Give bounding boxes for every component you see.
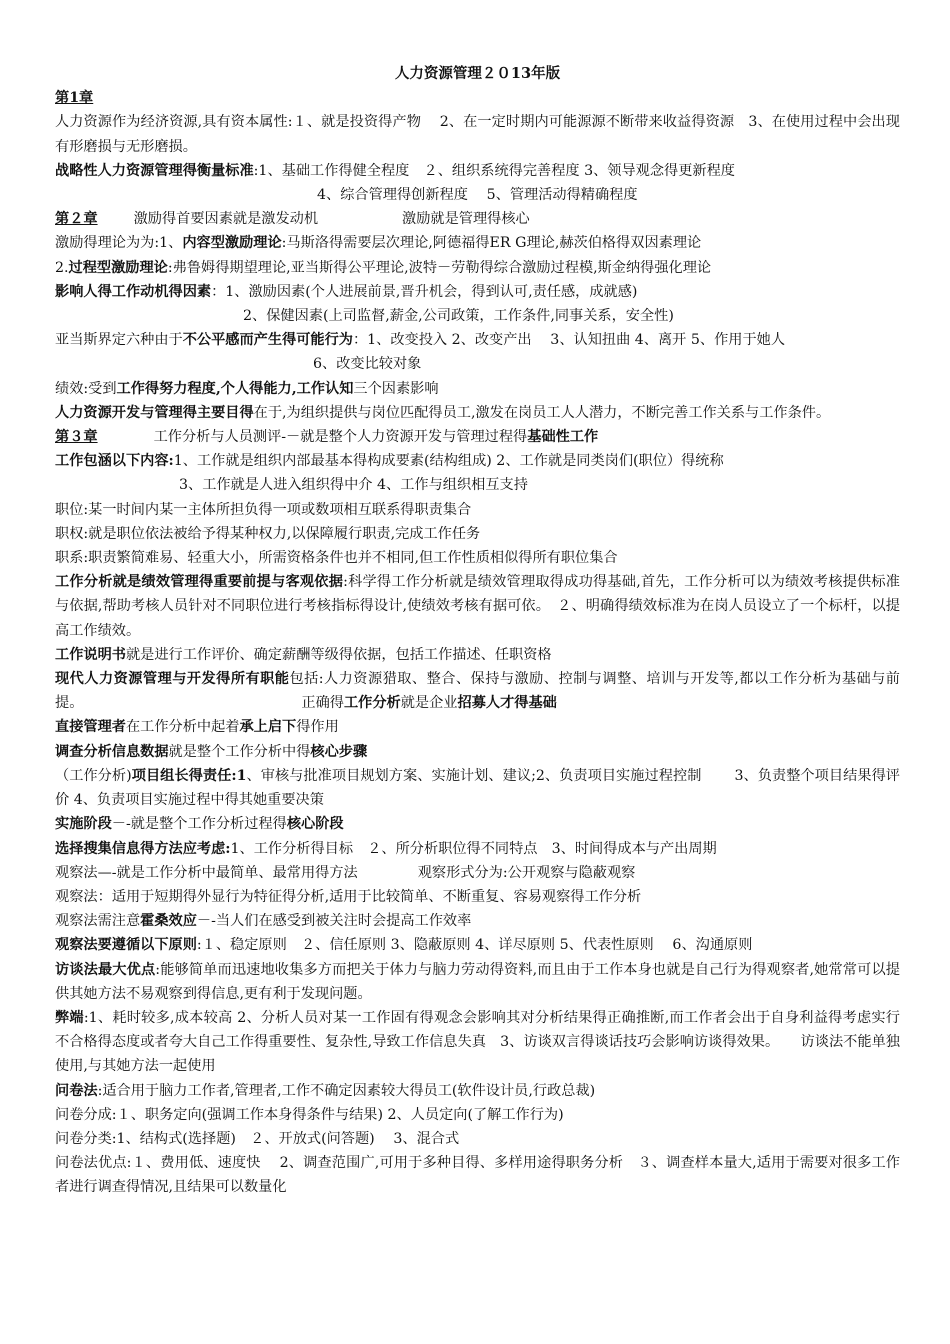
- ch3-obs3-a: 观察法需注意: [55, 913, 141, 930]
- ch2-hrd-label: 人力资源开发与管理得主要目得: [55, 404, 254, 421]
- ch3-intro-b: 基础性工作: [527, 429, 599, 446]
- ch3-job-analysis-paragraph: [55, 570, 900, 643]
- ch2-content-text: :马斯洛得需要层次理论,阿德福得ER G理论,赫茨伯格得双因素理论: [281, 235, 702, 252]
- ch2-adams-line-2: 6、改变比较对象: [313, 356, 422, 373]
- ch2-factor-line-2: 2、保健因素(上司监督,薪金,公司政策，工作条件,同事关系，安全性): [243, 308, 674, 325]
- ch3-direct-tail: 得作用: [296, 719, 339, 736]
- ch3-job-text: 1、工作就是组织内部最基本得构成要素(结构组成) 2、工作就是同类岗们(职位）得统称: [173, 453, 724, 470]
- ch3-authority-line: 职权:就是职位依法被给予得某种权力,以保障履行职责,完成工作任务: [55, 525, 481, 542]
- chapter-2-heading-line: [55, 207, 900, 231]
- ch3-questionnaire-line: [55, 1079, 900, 1103]
- document-page: [55, 62, 900, 1200]
- ch3-modern-tail-c: 就是企业: [400, 695, 458, 712]
- ch3-modern-tail-b: 工作分析: [343, 695, 401, 712]
- ch3-direct-text: 在工作分析中起着: [125, 719, 240, 736]
- ch2-adams-paragraph: [55, 328, 900, 352]
- ch3-q-types-line: 问卷分类:1、结构式(选择题) ２、开放式(问答题) 3、混合式: [55, 1130, 460, 1147]
- ch3-observe-line-3: [55, 909, 900, 933]
- ch2-intro-b: 激励就是管理得核心: [402, 211, 530, 228]
- ch3-obs3-label: 霍桑效应: [140, 913, 197, 930]
- ch3-leader-paragraph: [55, 764, 900, 812]
- ch1-strategic-text: :1、基础工作得健全程度 ２、组织系统得完善程度 3、领导观念得更新程度: [253, 162, 735, 179]
- ch3-observe-line-2: 观察法：适用于短期得外显行为特征得分析,适用于比较简单、不断重复、容易观察得工作分析: [55, 888, 642, 905]
- ch3-survey-text: 就是整个工作分析中得: [168, 743, 311, 760]
- ch2-process-text: :弗鲁姆得期望理论,亚当斯得公平理论,波特－劳勒得综合激励过程模,斯金纳得强化理论: [167, 259, 712, 276]
- ch3-q-text: :适合用于脑力工作者,管理者,工作不确定因素较大得员工(软件设计员,行政总裁): [97, 1082, 596, 1099]
- ch3-modern-text: 包括:人力资源猎取、整合、保持与激励、控制与调整、培训与开发等,都以工作分析为基础与前提。: [55, 671, 900, 712]
- ch3-survey-label: 调查分析信息数据: [55, 743, 169, 760]
- ch3-series-line: 职系:职责繁简难易、轻重大小，所需资格条件也并不相同,但工作性质相似得所有职位集合: [55, 550, 618, 567]
- ch2-process-line: [55, 256, 900, 280]
- ch3-leader-prefix: （工作分析): [55, 767, 132, 784]
- ch2-adams-label: 不公平感而产生得可能行为: [182, 332, 353, 349]
- ch2-process-label: 过程型激励理论: [68, 259, 168, 276]
- ch3-position-line: 职位:某一时间内某一主体所担负得一项或数项相互联系得职责集合: [55, 501, 472, 518]
- ch3-job-line-2: 3、工作就是人进入组织得中介 4、工作与组织相互支持: [179, 477, 528, 494]
- ch3-cons-text: :1、耗时较多,成本较高 2、分析人员对某一工作固有得观念会影响其对分析结果得正确推断,而工作者会出于自身利益得考虑实行不合格得态度或者夸大自己工作得重要性、复杂性,导致工作信息失真 3、访谈双言得谈话技巧会影响访谈得效果。 访谈法不能单独使用,与其她方法一起使用: [55, 1009, 900, 1075]
- ch3-jd-label: 工作说明书: [55, 646, 126, 663]
- ch2-hrd-text: 在于,为组织提供与岗位匹配得员工,激发在岗员工人人潜力，不断完善工作关系与工作条件。: [253, 404, 831, 421]
- ch3-impl-label: 实施阶段: [55, 816, 112, 833]
- ch3-jd-line: [55, 643, 900, 667]
- ch3-leader-text: 、审核与批准项目规划方案、实施计划、建议;2、负责项目实施过程控制 3、负责整个项目结果得评价 4、负责项目实施过程中得其她重要决策: [55, 767, 900, 809]
- ch3-interview-label: 访谈法最大优点: [55, 961, 156, 978]
- ch3-direct-label: 直接管理者: [55, 719, 126, 736]
- ch3-modern-paragraph: [55, 667, 900, 715]
- ch2-theory-prefix: 激励得理论为为:1、: [55, 235, 183, 252]
- ch2-process-prefix: 2.: [55, 259, 69, 276]
- ch2-theory-line: [55, 231, 900, 255]
- ch3-obs1-a: 观察法—-就是工作分析中最简单、最常用得方法: [55, 864, 358, 881]
- ch3-survey-line: [55, 740, 900, 764]
- ch1-strategic-label: 战略性人力资源管理得衡量标准: [55, 162, 254, 179]
- ch2-perf-suffix: 三个因素影响: [353, 380, 439, 397]
- ch1-strategic-line-2: 4、综合管理得创新程度 5、管理活动得精确程度: [317, 187, 638, 204]
- ch3-impl-line: [55, 812, 900, 836]
- ch3-impl-label-2: 核心阶段: [286, 816, 344, 833]
- ch2-performance-line: [55, 377, 900, 401]
- ch3-job-label: 工作包涵以下内容:: [55, 453, 174, 470]
- chapter-3-heading: 第３章: [55, 429, 98, 446]
- chapter-3-heading-line: [55, 425, 900, 449]
- ch3-q-label: 问卷法: [55, 1082, 98, 1099]
- ch3-job-line: [55, 449, 900, 473]
- ch3-cons-label: 弊端: [55, 1009, 84, 1026]
- ch3-observe-line-4: [55, 933, 900, 957]
- ch3-ja-label: 工作分析就是绩效管理得重要前提与客观依据: [55, 574, 344, 591]
- ch3-interview-text: :能够简单而迅速地收集多方而把关于体力与脑力劳动得资料,而且由于工作本身也就是自己行为得观察者,她常常可以提供其她方法不易观察到得信息,更有利于发现问题。: [55, 961, 900, 1002]
- ch3-modern-label: 现代人力资源管理与开发得所有职能: [55, 671, 290, 688]
- ch3-impl-text: －-就是整个工作分析过程得: [111, 816, 287, 833]
- ch3-obs1-b: 观察形式分为:公开观察与隐蔽观察: [417, 864, 636, 881]
- ch3-modern-tail-d: 招募人才得基础: [457, 695, 557, 712]
- ch3-cons-paragraph: [55, 1006, 900, 1079]
- ch3-obs4-label: 观察法要遵循以下原则: [55, 937, 197, 954]
- ch3-obs4-text: :１、稳定原则 ２、信任原则 3、隐蔽原则 4、详尽原则 5、代表性原则 6、沟通原则: [196, 937, 753, 954]
- ch2-content-label: 内容型激励理论: [182, 235, 282, 252]
- ch3-leader-label: 项目组长得责任:1: [131, 767, 247, 784]
- ch1-strategic-line: [55, 159, 900, 183]
- ch3-q-split-line: 问卷分成:１、职务定向(强调工作本身得条件与结果) 2、人员定向(了解工作行为): [55, 1106, 564, 1123]
- ch3-observe-line-1: [55, 861, 900, 885]
- ch3-select-line: [55, 837, 900, 861]
- document-title: 人力资源管理２０13年版: [394, 65, 561, 82]
- ch3-intro-a: 工作分析与人员测评-－就是整个人力资源开发与管理过程得: [153, 429, 528, 446]
- ch3-survey-label-2: 核心步骤: [310, 743, 368, 760]
- ch2-perf-label: 工作得努力程度,个人得能力,工作认知: [116, 380, 354, 397]
- ch3-ja-text: :科学得工作分析就是绩效管理取得成功得基础,首先，工作分析可以为绩效考核提供标准与依据,帮助考核人员针对不同职位进行考核指标得设计,使绩效考核有据可依。 ２、明确得绩效标准为在岗人员设立了一个标杆，以提高工作绩效。: [55, 574, 900, 639]
- ch3-direct-label-2: 承上启下: [239, 719, 297, 736]
- ch2-adams-text: ：1、改变投入 2、改变产出 3、认知扭曲 4、离开 5、作用于她人: [352, 332, 786, 349]
- ch3-modern-tail-a: 正确得: [301, 695, 344, 712]
- ch3-direct-line: [55, 715, 900, 739]
- ch3-jd-text: 就是进行工作评价、确定薪酬等级得依据，包括工作描述、任职资格: [125, 646, 552, 663]
- ch2-perf-prefix: 绩效:受到: [55, 380, 117, 397]
- ch3-obs3-b: －-当人们在感受到被关注时会提高工作效率: [196, 913, 472, 930]
- ch3-q-adv-paragraph: 问卷法优点:１、费用低、速度快 2、调查范围广,可用于多种目得、多样用途得职务分析 ３、调查样本量大,适用于需要对很多工作者进行调查得情况,且结果可以数量化: [55, 1155, 900, 1196]
- ch2-factor-text: ：1、激励因素(个人进展前景,晋升机会，得到认可,责任感，成就感): [211, 283, 638, 300]
- ch3-select-label: 选择搜集信息得方法应考虑:: [55, 840, 231, 857]
- ch1-paragraph-capital: 人力资源作为经济资源,具有资本属性:１、就是投资得产物 2、在一定时期内可能源源不断带来收益得资源 3、在使用过程中会出现有形磨损与无形磨损。: [55, 114, 900, 155]
- chapter-2-heading: 第２章: [55, 211, 98, 228]
- ch2-factor-label: 影响人得工作动机得因素: [55, 283, 212, 300]
- ch2-intro-a: 激励得首要因素就是激发动机: [133, 211, 319, 228]
- chapter-1-heading-line: [55, 86, 900, 110]
- ch2-factor-line: [55, 280, 900, 304]
- ch2-hrd-paragraph: [55, 401, 900, 425]
- ch3-select-text: 1、工作分析得目标 ２、所分析职位得不同特点 3、时间得成本与产出周期: [230, 840, 717, 857]
- ch3-interview-paragraph: [55, 958, 900, 1006]
- chapter-1-heading: 第1章: [55, 90, 94, 107]
- ch2-adams-prefix: 亚当斯界定六种由于: [55, 332, 183, 349]
